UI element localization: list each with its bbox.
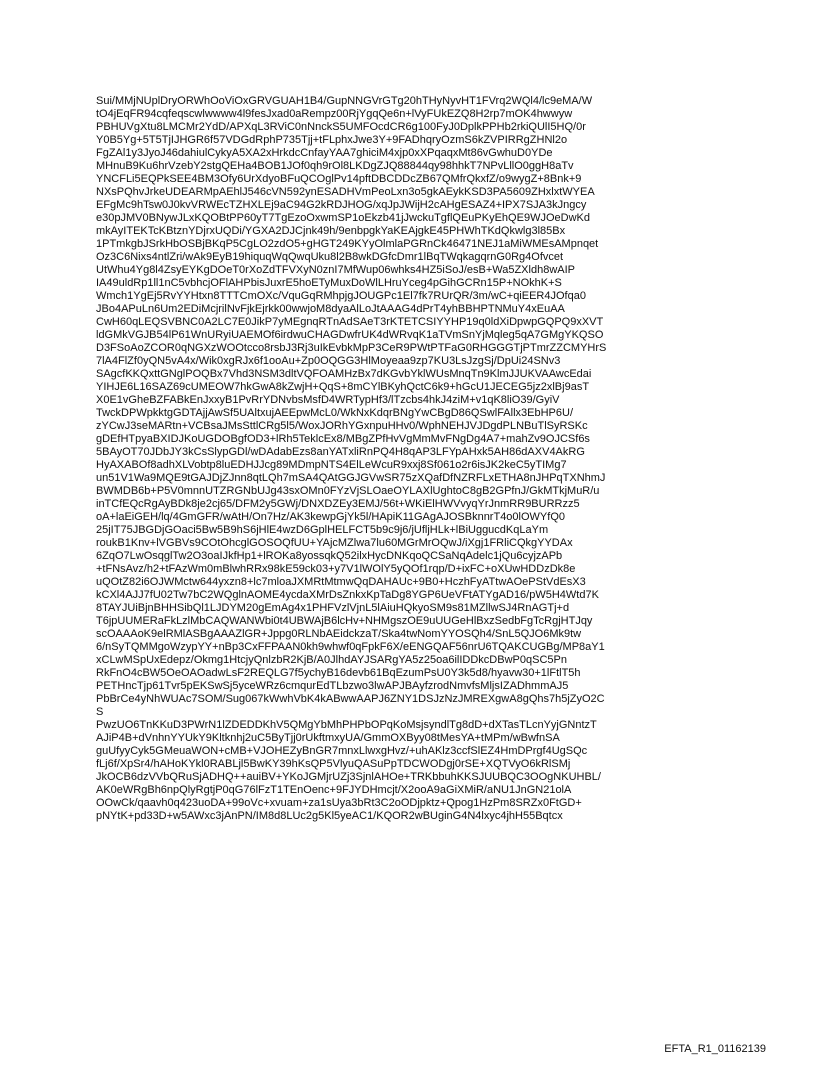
text-line: kCXl4AJJ7fU02Tw7bC2WQglnAOME4ycdaXMrDsZnkxKpTaDg8YGP6UeVFtATYgAD16/pW5H4Wtd7K xyxy=(96,589,599,601)
text-line: uQOtZ82i6OJWMctw644yxzn8+lc7mloaJXMRtMtmwQqDAHAUc+9B0+HczhFyATtwAOePStVdEsX3 xyxy=(96,576,586,588)
text-line: 8TAYJUiBjnBHHSibQl1LJDYM20gEmAg4x1PHFVzlVjnL5lAiuHQkyoSM9s81MZllwSJ4RnAGTj+d xyxy=(96,602,570,614)
text-line: 25jIT75JBGDjGOaci5Bw5B9hS6jHlE4wzD6GplHELFCT5b9c9j6/jUfljHLk+lBiUggucdKqLaYm xyxy=(96,524,549,536)
text-line: 5BAyOT70JDbJY3kCsSlypGDl/wDAdabEzs8anYATxliRnPQ4H8qAP3LFYpAHxk5AH86dAXV4AkRG xyxy=(96,446,585,458)
text-line: pNYtK+pd33D+w5AWxc3jAnPN/IM8d8LUc2g5Kl5yeAC1/KQOR2wBUginG4N4lxyc4jhH55Bqtcx xyxy=(96,810,563,822)
text-line: 7lA4FlZf0yQN5vA4x/Wik0xgRJx6f1ooAu+Zp0OQGG3HlMoyeaa9zp7KU3LsJzgSj/DpUi24SNv3 xyxy=(96,355,561,367)
text-line: X0E1vGheBZFABkEnJxxyB1PvRrYDNvbsMsfD4WRTypHf3/lTzcbs4hkJ4ziM+v1qK8liO39/GyiV xyxy=(96,394,560,406)
text-line: un51V1Wa9MQE9tGAJDjZJnn8qtLQh7mSA4QAtGGJGVwSR75zXQafDfNZRFLxETHA8nJHPqTXNhmJ xyxy=(96,472,606,484)
text-line: S xyxy=(96,706,104,718)
text-line: JBo4APuLn6Um2EDiMcjrilNvFjkEjrkk00wwjoM8dyaAlLoJtAAAG4dPrT4yhBBHPTNMuY4xEuAA xyxy=(96,303,565,315)
text-line: 6/nSyTQMMgoWzypYY+nBp3CxFFPAAN0kh9whwf0qFpkF6X/eENGQAF56nrU6TQAKCUGBg/MP8aY1 xyxy=(96,641,605,653)
text-line: JkOCB6dzVVbQRuSjADHQ++auiBV+YKoJGMjrUZj3SjnlAHOe+TRKbbuhKKSJUUBQC3OOgNKUHBL/ xyxy=(96,771,601,783)
text-line: roukB1Knv+lVGBVs9COtOhcglGOSOQfUU+YAjcMZlwa7lu60MGrMrOQwJ/iXgj1FRliCQkgYYDAx xyxy=(96,537,573,549)
text-line: Sui/MMjNUplDryORWhOoViOxGRVGUAH1B4/GupNNGVrGTg20hTHyNyvHT1FVrq2WQl4/lc9eMA/W xyxy=(96,95,593,107)
text-line: CwH60qLEQSVBNC0A2LC7E0JikP7yMEgnqRTnAdSAeT3rKTETCSIYYHP19q0ldXiDpwpGQPQ9xXVT xyxy=(96,316,604,328)
text-line: +tFNsAvz/h2+tFAzWm0mBlwhRRx98kE59ck03+y7V1lWOlY5yQOf1rqp/D+ixFC+oXUwHDDzDk8e xyxy=(96,563,576,575)
text-line: xCLwMSpUxEdepz/Okmg1HtcjyQnlzbR2KjB/A0JlhdAYJSARgYA5z25oa6ilIDDkcDBwP0qSC5Pn xyxy=(96,654,567,666)
text-line: fLj6f/XpSr4/hAHoKYkl0RABLjl5BwKY39hKsQP5VlyuQASuPpTDCWODgj0rSE+XQTVyO6kRlSMj xyxy=(96,758,571,770)
text-line: NXsPQhvJrkeUDEARMpAEhlJ546cVN592ynESADHVmPeoLxn3o5gkAEykKSD3PA5609ZHxlxtWYEA xyxy=(96,186,595,198)
text-line: YNCFLi5EQPkSEE4BM3Ofy6UrXdyoBFuQCOglPv14pftDBCDDcZB67QMfrQkxfZ/o9wygZ+8Bnk+9 xyxy=(96,173,582,185)
text-line: Oz3C6Nixs4ntlZri/wAk9EyB19hiquqWqQwqUku8l2B8wkDGfcDmr1lBqTWqkagqrnG0Rg4Ofvcet xyxy=(96,251,564,263)
text-line: scOAAAoK9elRMlASBgAAAZlGR+Jppg0RLNbAEidckzaT/Ska4twNomYYOSQh4/SnL5QJO6Mk9tw xyxy=(96,628,582,640)
text-line: OOwCk/qaavh0q423uoDA+99oVc+xvuam+za1sUya3bRt3C2oODjpktz+Qpog1HzPm8SRZx0FtGD+ xyxy=(96,797,582,809)
text-line: Y0B5Yg+5T5TjIJHGR6f57VDGdRphP735Tjj+tFLphxJwe3Y+9FADhqryOzmS6kZVPIRRgZHNl2o xyxy=(96,134,568,146)
text-line: RkFnO4cBW5OeOAOadwLsF2REQLG7f5ychyB16devb61BqEzumPsU0Y3k5d8/hyavw30+1lFtlT5h xyxy=(96,667,581,679)
text-line: AK0eWRgBh6npQlyRgtjP0qG76lFzT1TEnOenc+9FJYDHmcjt/X2ooA9aGiXMiR/aNU1JnGN21olA xyxy=(96,784,572,796)
text-line: ldGMkVGJB54lP61WnURyiUAEMOf6irdwuCHAGDwfrUK4dWRvqK1aTVmSnYjMqleg5qA7GMgYKQSO xyxy=(96,329,604,341)
text-line: PwzUO6TnKKuD3PWrN1lZDEDDKhV5QMgYbMhPHPbOPqKoMsjsyndlTg8dD+dXTasTLcnYyjGNntzT xyxy=(96,719,597,731)
text-line: e30pJMV0BNywJLxKQOBtPP60yT7TgEzoOxwmSP1oEkzb41jJwckuTgflQEuPKyEhQE9WJOeDwKd xyxy=(96,212,590,224)
text-line: MHnuB9Ku6hrVzebY2stgQEHa4BOB1JOf0qh9rOl8LKDgZJQ88844qy98hhkT7NPvLllO0ggH8aTv xyxy=(96,160,574,172)
text-line: oA+laEiGEH/lq/4GmGFR/wAtH/On7Hz/AK3kewpGjYk5l/HApiK11GAgAJOSBknnrT4o0lOWYfQ0 xyxy=(96,511,565,523)
text-line: EFgMc9hTsw0J0kvVRWEcTZHXLEj9aC94G2kRDJHOG/xqJpJWijH2cAHgESAZ4+IPX7SJA3kJngcy xyxy=(96,199,587,211)
text-line: D3FSoAoZCOR0qNGXzWOOtcco8rsbJ3Rj3uIkEvbkMpP3CeR9PWtPTFaG0RHGGGTjPTmrZZCMYHrS xyxy=(96,342,607,354)
text-line: T6jpUUMERaFkLzlMbCAQWANWbi0t4UBWAjB6lcHv+NHMgszOE9uUUGeHlBxzSedbFgTcRgjHTJqy xyxy=(96,615,593,627)
text-line: UtWhu4Yg8l4ZsyEYKgDOeT0rXoZdTFVXyN0znI7MfWup06whks4HZ5iSoJ/esB+Wa5ZXldh8wAIP xyxy=(96,264,575,276)
text-line: BWMDB6b+P5V0mnnUTZRGNbUJg43sxOMn0FYzVjSLOaeOYLAXlUghtoC8gB2GPfnJ/GkMTkjMuR/u xyxy=(96,485,600,497)
text-line: AJiP4B+dVnhnYYUkY9Kltknhj2uC5ByTjj0rUkftmxyUA/GmmOXByy08tMesYA+tMPm/wBwfnSA xyxy=(96,732,560,744)
text-line: 1PTmkgbJSrkHbOSBjBKqP5CgLO2zdO5+gHGT249KYyOlmlaPGRnCk46471NEJ1aMiWMEsAMpnqet xyxy=(96,238,599,250)
text-line: PBHUVgXtu8LMCMr2YdD/APXqL3RViC0nNnckS5UMFOcdCR6g100FyJ0DplkPPHb2rkiQUlI5HQ/0r xyxy=(96,121,586,133)
encoded-text-block xyxy=(96,95,736,823)
text-line: IA49uldRp1ll1nC5vbhcjOFlAHPbisJuxrE5hoETyMuxDoWlLHruYceg4pGihGCRn15P+NOkhK+S xyxy=(96,277,562,289)
text-line: tO4jEqFR94cqfeqscwlwwww4l9fesJxad0aRempz00RjYgqQe6n+lVyFUkEZQ8H2rp7mOK4hwwyw xyxy=(96,108,573,120)
text-line: YIHJE6L16SAZ69cUMEOW7hkGwA8kZwjH+QqS+8mCYlBKyhQctC6k9+hGcU1JECEG5jz2xlBj9asT xyxy=(96,381,590,393)
text-line: zYCwJ3seMARtn+VCBsaJMsSttlCRg5l5/WoxJORhYGxnpuHHv0/WphNEHJVJDgdPLNBuTlSyRSKc xyxy=(96,420,588,432)
text-line: gDEfHTpyaBXIDJKoUGDOBgfOD3+lRh5TeklcEx8/MBgZPfHvVgMmMvFNgDg4A7+mahZv9OJCSf6s xyxy=(96,433,590,445)
text-line: SAgcfKKQxttGNglPOQBx7Vhd3NSM3dltVQFOAMHzBx7dKGvbYklWUsMnqTn9KlmJJUKVAAwcEdai xyxy=(96,368,592,380)
text-line: FgZAl1y3JyoJ46dahiulCykyA5XA2xHrkdcCnfayYAA7ghiciM4xjp0xXPqaqxMt86vGwhuD0YDe xyxy=(96,147,553,159)
text-line: PETHncTjp61Tvr5pEKSwSj5yceWRz6cmqurEdTLbzwo3lwAPJBAyfzrodNmvfsMljsIZADhmmAJ5 xyxy=(96,680,569,692)
page-identifier: EFTA_R1_01162139 xyxy=(664,1043,766,1055)
text-line: Wmch1YgEj5RvYYHtxn8TTTCmOXc/VquGqRMhpjgJOUGPc1El7fk7RUrQR/3m/wC+qiEER4JOfqa0 xyxy=(96,290,586,302)
text-line: inTCfEQcRgAyBDk8je2cj65/DFM2y5GWj/DNXDZEy3EMJ/56t+WKiElHWVvyqYrJnmRR9BURRzz5 xyxy=(96,498,580,510)
text-line: 6ZqO7LwOsqglTw2O3oaIJkfHp1+lROKa8yossqkQ52ilxHycDNKqoQCSaNqAdelc1jQu6cyjzAPb xyxy=(96,550,563,562)
text-line: PbBrCe4yNhWUAc7SOM/Sug067kWwhVbK4kABwwAAPJ6ZNY1DSJzNzJMREXgwA8gQhs7h5jZyO2C xyxy=(96,693,605,705)
text-line: HyAXABOf8adhXLVobtp8luEDHJJcg89MDmpNTS4ElLeWcuR9xxj8Sf061o2r6isJK2keC5yTIMg7 xyxy=(96,459,567,471)
text-line: mkAyITEKTcKBtznYDjrxUQDi/YGXA2DJCjnk49h/9enbpgkYaKEAjgkE45PHWhTKdQkwlg3l85Bx xyxy=(96,225,566,237)
text-line: guUfyyCyk5GMeuaWON+cMB+VJOHEZyBnGR7mnxLlwxgHvz/+uhAKlz3ccfSlEZ4HmDPrgf4UgSQc xyxy=(96,745,588,757)
text-line: TwckDPWpkktgGDTAjjAwSf5UAltxujAEEpwMcL0/WkNxKdqrBNgYwCBgD86QSwlFAllx3EbHP6U/ xyxy=(96,407,574,419)
